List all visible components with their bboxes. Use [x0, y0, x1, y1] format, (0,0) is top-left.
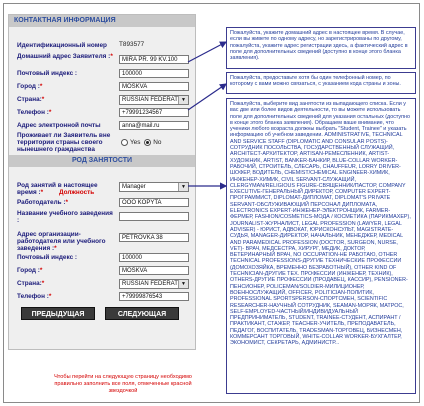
occupation-select-value: Manager	[122, 184, 146, 190]
required-marker: *	[39, 267, 43, 274]
resided-abroad-label: Проживает ли Заявитель вне территории страны своего нынешнего гражданства	[17, 132, 111, 153]
school-label: Название учебного заведения :	[17, 210, 113, 224]
city-label-text: Город :	[17, 83, 40, 90]
zip-input[interactable]: 100000	[119, 69, 189, 78]
chevron-down-icon: ▼	[178, 183, 188, 191]
id-number-label: Идентификационный номер	[17, 42, 107, 49]
home-address-label-text: Домашний адрес Заявителя :	[17, 53, 111, 60]
previous-button[interactable]: ПРЕДЫДУЩАЯ	[21, 307, 95, 320]
work-zip-label: Почтовый индекс :	[17, 254, 78, 261]
required-marker: *	[65, 199, 68, 206]
address-hint-box: Пожалуйста, укажите домашний адрес в настоящее время. В случае, если вы живете по одному адресу, но зарегистрированы по другому, пожалуйста, укажите адрес регистрации здесь, а фактический адрес в поле для дополнительных сведений (доступно в конце этого бланка заявления).	[226, 27, 416, 69]
required-marker: *	[54, 245, 57, 252]
zip-label: Почтовый индекс :	[17, 70, 78, 77]
occupation-section-header: РОД ЗАНЯТОСТИ	[9, 155, 195, 167]
required-marker: *	[39, 83, 43, 90]
required-marker: *	[41, 96, 45, 103]
address-hint-arrow	[188, 42, 226, 62]
next-button[interactable]: СЛЕДУЮЩАЯ	[105, 307, 179, 320]
required-marker: *	[40, 189, 44, 196]
work-country-select-value: RUSSIAN FEDERAT	[122, 281, 178, 287]
city-input[interactable]: MOSKVA	[119, 82, 189, 91]
required-marker: *	[110, 53, 113, 60]
employer-input[interactable]: OOO KOPYTA	[119, 198, 189, 207]
yes-radio-label: Yes	[130, 139, 141, 147]
occupation-hint-box: Пожалуйста, выберите вид занятости из выпадающего списка. Если у вас две или более видов деятельности, то вы можете использовать поле для дополнительных сведений для указания остальных (доступно в конце этого бланка заявления). Обращаем ваше внимание, что ученики любого возраста должны выбрать "Student, Trainee" и указать информацию об учебном заведении. ADMINISTRATIVE, TECHNICAL AND SERVICE STAFF (DIPLOMATIC AND CONSULAR POSTS)-СОТРУДНИК ПОСОЛЬСТВА, ГОСУДАРСТВЕННЫЙ СЛУЖАЩИЙ, ARCHITECT-АРХИТЕКТОР, ARTISAN-РЕМЕСЛЕННИК, ARTIST-ХУДОЖНИК, ARTIST, BANKER-БАНКИР, BLUE-COLLAR WORKER-РАБОЧИЙ, СТРОИТЕЛЬ, СЛЕСАРЬ, CHAUFFEUR, LORRY DRIVER-ШОФЕР, ВОДИТЕЛЬ, CHEMIST/CHEMICAL ENGINEER-ХИМИК, ИНЖЕНЕР-ХИМИК, CIVIL SERVANT-СЛУЖАЩИЙ, CLERGYMAN/RELIGIOUS FIGURE-СВЯЩЕННИК/ПАСТОР, COMPANY EXECUTIVE-ГЕНЕРАЛЬНЫЙ ДИРЕКТОР, COMPUTER EXPERT-ПРОГРАММИСТ, DIPLOMAT-ДИПЛОМАТ, DIPLOMAT'S PRIVATE SERVANT-ОБСЛУЖИВАЮЩИЙ ПЕРСОНАЛ ДИПЛОМАТА, ELECTRONICS EXPERT-ИНЖЕНЕР-ЭЛЕКТРОНЩИК, FARMER-ФЕРМЕР, FASHION/COSMETICS-МОДА / КОСМЕТИКА (ПАРИКМАХЕР), JOURNALIST-ЖУРНАЛИСТ, LEGAL PROFESSION (LAWYER, LEGAL ADVISER) - ЮРИСТ, АДВОКАТ, ЮРИСКОНСУЛЬТ, MAGISTRATE-СУДЬЯ, MANAGER-ДИРЕКТОР, НАЧАЛЬНИК, МЕНЕДЖЕР, MEDICAL AND PARAMEDICAL PROFESSION (DOCTOR, SURGEON, NURSE, VET)- ВРАЧ, МЕДСЕСТРА, ХИРУРГ, МЕДИК, ДОКТОР, ВЕТЕРИНАРНЫЙ ВРАЧ, NO OCCUPATION-НЕ РАБОТАЮ, OTHER TECHNICAL PROFESSIONS-ДРУГИЕ ТЕХНИЧЕСКИЕ ПРОФЕССИИ (ДОМОХОЗЯЙКА, ВРЕМЕННО БЕЗРАБОТНЫЙ), OTHER KIND OF TECHNICIAN-ДРУГИЕ ТЕХ. ПРОФЕССИИ (ИНЖЕНЕР, ТЕХНИК), OTHERS-ДРУГИЕ ПРОФЕССИИ (ПРОДАВЕЦ, КАССИР), PENSIONER-ПЕНСИОНЕР, POLICEMAN/SOLDIER-МИЛИЦИОНЕР, ВОЕННОСЛУЖАЩИЙ, OFFICER, POLITICIAN-ПОЛИТИК, PROFESSIONAL SPORTSPERSON-СПОРТСМЕН, SCIENTIFIC RESEARCHER-НАУЧНЫЙ СОТРУДНИК, SEAMAN-МОРЯК, МАТРОС, SELF-EMPLOYED-ЧАСТНЫЙ/ИНДИВИДУАЛЬНЫЙ ПРЕДПРИНИМАТЕЛЬ, STUDENT, TRAINEE-СТУДЕНТ, АСПИРАНТ / ПРАКТИКАНТ, СТАЖЕР, TEACHER-УЧИТЕЛЬ, ПРЕПОДАВАТЕЛЬ, ПЕДАГОГ, ВОСПИТАТЕЛЬ, TRADESMAN-ТОРГОВЕЦ, БИЗНЕСМЕН, КОММЕРСАНТ ТОРГОВЫЙ, WHITE-COLLAR WORKER-БУХГАЛТЕР, ЭКОНОМИСТ, СЕКРЕТАРЬ, АДМИНИСТР...	[226, 98, 416, 394]
no-radio-label: No	[153, 139, 162, 147]
occupation-label-text: Род занятий в настоящее время :	[17, 182, 98, 196]
phone-hint-box: Пожалуйста, предоставьте хотя бы один телефонный номер, по которому с вами можно связаться, с указанием кода страны и зоны.	[226, 72, 416, 94]
required-marker: *	[48, 109, 52, 116]
chevron-down-icon: ▼	[178, 96, 188, 104]
org-address-label-text: Адрес организации- работодателя или учебного заведения :	[17, 231, 106, 252]
work-phone-label-text: Телефон :	[17, 293, 49, 300]
phone-hint-arrow	[188, 84, 226, 110]
id-number-value: T893577	[119, 41, 145, 48]
country-label-text: Страна:	[17, 96, 42, 103]
country-select-value: RUSSIAN FEDERAT	[122, 97, 178, 103]
home-address-input[interactable]: MIRA PR. 99 KV.100	[119, 55, 189, 64]
email-input[interactable]: anna@mail.ru	[119, 121, 189, 130]
required-marker: *	[48, 293, 52, 300]
work-phone-input[interactable]: +79999876543	[119, 292, 189, 301]
chevron-down-icon: ▼	[178, 280, 188, 288]
org-address-input[interactable]: PETROVKA 38	[119, 233, 189, 242]
work-city-label-text: Город :	[17, 267, 40, 274]
email-label: Адрес электронной почты	[17, 122, 101, 129]
phone-label-text: Телефон :	[17, 109, 49, 116]
employer-label-text: Работодатель :	[17, 199, 66, 206]
phone-input[interactable]: +79991234567	[119, 108, 189, 117]
position-label: Должность	[58, 189, 95, 196]
work-country-label-text: Страна:	[17, 280, 42, 287]
required-fields-note: Чтобы перейти на следующую страницу необходимо правильно заполнить все поля, отмеченные красной звездочкой	[54, 374, 192, 394]
work-city-input[interactable]: MOSKVA	[119, 266, 189, 275]
contact-section-header: КОНТАКТНАЯ ИНФОРМАЦИЯ	[9, 15, 195, 27]
work-zip-input[interactable]: 100000	[119, 253, 189, 262]
required-marker: *	[41, 280, 45, 287]
